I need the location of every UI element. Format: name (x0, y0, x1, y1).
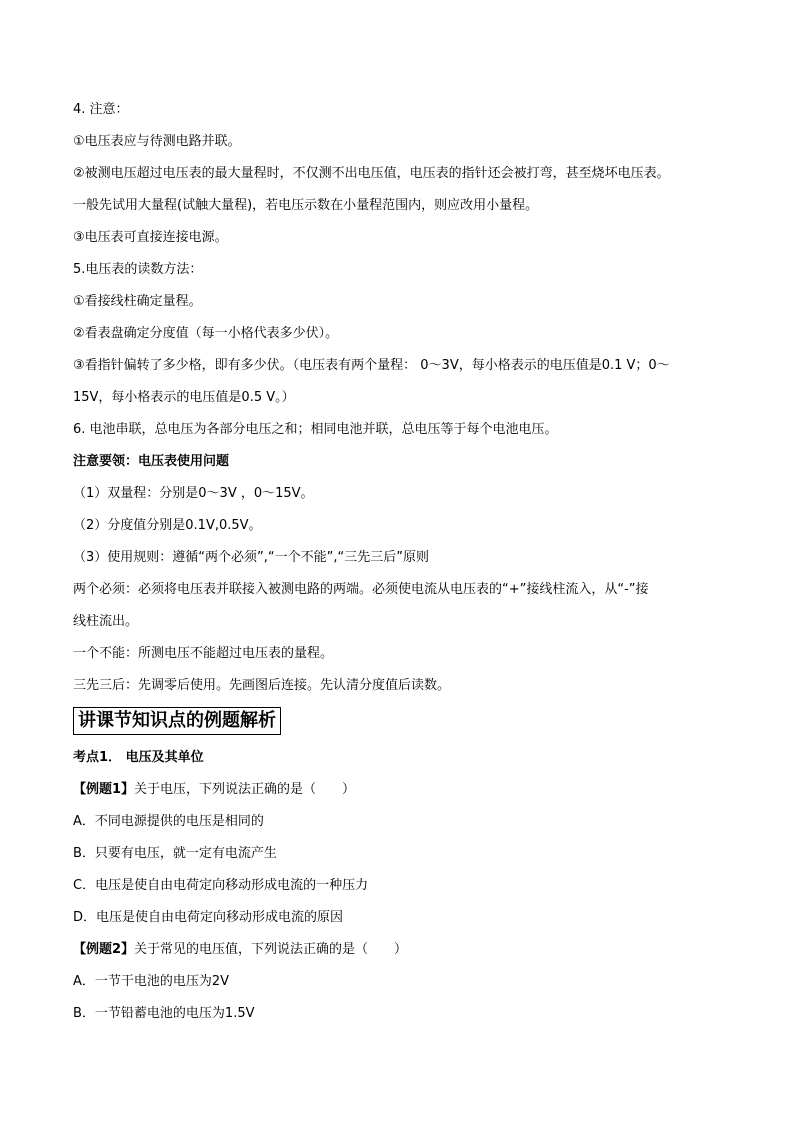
note-heading: 注意要领：电压表使用问题 (73, 454, 230, 469)
text-line: ②看表盘确定分度值（每一小格代表多少伏）。 (73, 326, 339, 341)
text-line: （3）使用规则：遵循“两个必须”,“一个不能”,“三先三后”原则 (73, 550, 429, 565)
kaodian-heading: 考点1． 电压及其单位 (73, 750, 204, 765)
text-line: 一般先试用大量程(试触大量程)，若电压示数在小量程范围内，则应改用小量程。 (73, 198, 539, 213)
text-line: （2）分度值分别是0.1V,0.5V。 (73, 518, 262, 533)
section-title: 讲课节知识点的例题解析 (73, 707, 281, 735)
option-b: B．只要有电压，就一定有电流产生 (73, 846, 277, 861)
text-line: 15V，每小格表示的电压值是0.5 V。） (73, 390, 295, 405)
text-line: 线柱流出。 (73, 614, 139, 629)
option-d: D．电压是使自由电荷定向移动形成电流的原因 (73, 910, 344, 925)
section-title-wrap (73, 707, 734, 737)
text-line: 两个必须：必须将电压表并联接入被测电路的两端。必须使电流从电压表的“+”接线柱流入，从“-”接 (73, 582, 649, 597)
example-2-text: 关于常见的电压值，下列说法正确的是（ ） (134, 942, 408, 957)
text-line: 一个不能：所测电压不能超过电压表的量程。 (73, 646, 334, 661)
example-1-label: 【例题1】 (73, 782, 135, 797)
text-line: ③电压表可直接连接电源。 (73, 230, 228, 245)
text-line: 4. 注意： (73, 102, 129, 117)
text-line: ②被测电压超过电压表的最大量程时，不仅测不出电压值，电压表的指针还会被打弯，甚至烧坏电压表。 (73, 166, 670, 181)
text-line: 6. 电池串联，总电压为各部分电压之和；相同电池并联，总电压等于每个电池电压。 (73, 422, 558, 437)
option-c: C．电压是使自由电荷定向移动形成电流的一种压力 (73, 878, 369, 893)
text-line: ①电压表应与待测电路并联。 (73, 134, 241, 149)
text-line: ③看指针偏转了多少格，即有多少伏。（电压表有两个量程： 0～3V，每小格表示的电压值是0.1 V；0～ (73, 358, 670, 373)
text-line: （1）双量程：分别是0～3V ，0～15V。 (73, 486, 314, 501)
text-line: 三先三后：先调零后使用。先画图后连接。先认清分度值后读数。 (73, 678, 451, 693)
option-a: A．不同电源提供的电压是相同的 (73, 814, 264, 829)
example-2-question (73, 940, 734, 960)
text-line: ①看接线柱确定量程。 (73, 294, 202, 309)
option-a: A．一节干电池的电压为2V (73, 974, 230, 989)
example-1-question (73, 780, 734, 800)
option-b: B．一节铅蓄电池的电压为1.5V (73, 1006, 255, 1021)
example-1-text: 关于电压，下列说法正确的是（ ） (134, 782, 356, 797)
example-2-label: 【例题2】 (73, 942, 135, 957)
text-line: 5.电压表的读数方法： (73, 262, 203, 277)
